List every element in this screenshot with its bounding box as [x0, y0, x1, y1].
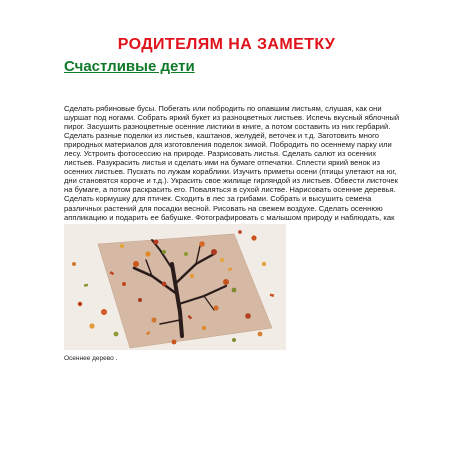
section-title: Счастливые дети — [64, 58, 195, 75]
body-paragraph: Сделать рябиновые бусы. Побегать или побродить по опавшим листьям, слушая, как они шуршат под ногами. Собрать яркий букет из разноцветных листьев. Испечь вкусный яблочный пирог. Засушить разноцветные осенние листики в книге, а потом составить из них гербарий. Сделать разные поделки из листьев, каштанов, желудей, веточек и т.д. Заготовить много природных материалов для изготовления поделок зимой. Побродить по осеннему парку или лесу. Устроить фотосессию на природе. Разрисовать листья. Сделать салют из осенних листьев. Разукрасить листья и сделать ими на бумаге отпечатки. Сплести яркий венок из осенних листьев. Пускать по лужам кораблики. Изучить приметы осени (птицы улетают на юг, дни становятся короче и т.д.). Украсить свое жилище гирляндой из листьев. Обвести листочек на бумаге, а потом раскрасить его. Поваляться в сухой листве. Нарисовать осенние деревья. Сделать кормушку для птичек. Сходить в лес за грибами. Собрать и высушить семена различных растений для посадки весной. Рисовать на свежем воздухе. Сделать осеннюю аппликацию и подарить ее бабушке. Фотографировать с малышом природу и наблюдать, как — [64, 104, 400, 222]
photo-caption: Осеннее дерево . — [64, 355, 118, 362]
autumn-tree-photo — [64, 224, 286, 350]
page-heading: РОДИТЕЛЯМ НА ЗАМЕТКУ — [117, 36, 336, 53]
